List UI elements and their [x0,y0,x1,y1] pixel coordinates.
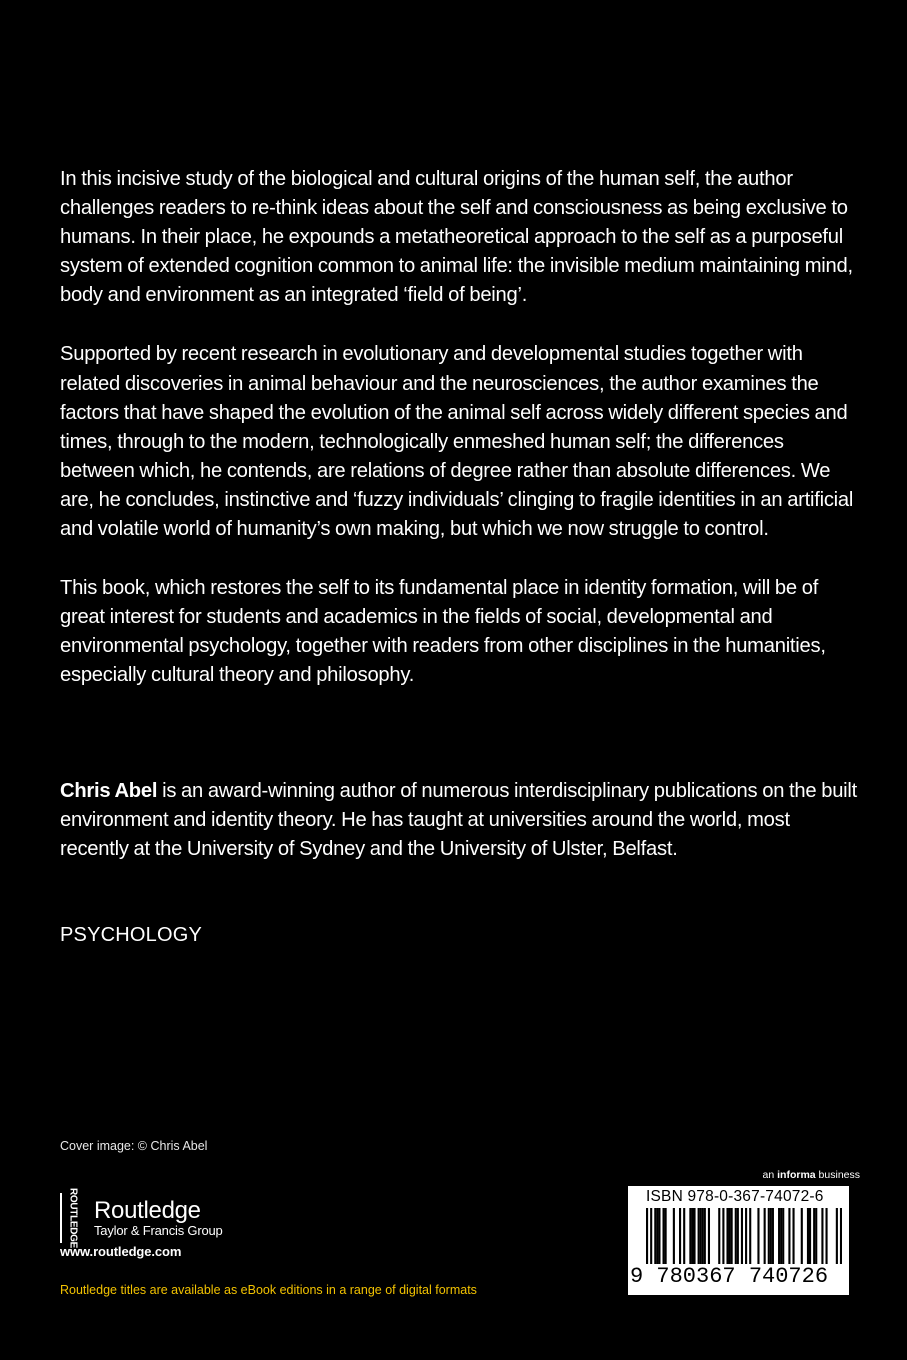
barcode-bar [836,1208,838,1264]
barcode-bar [772,1208,774,1264]
barcode-bar [656,1208,658,1264]
barcode-bar [782,1208,784,1264]
barcode-bar [815,1208,817,1264]
barcode-digits: 9 780367 740726 [630,1264,829,1289]
barcode-bar [741,1208,743,1264]
barcode-bar [757,1208,759,1264]
barcode-bar [693,1208,695,1264]
barcode-bar [809,1208,811,1264]
barcode-bar [821,1208,823,1264]
barcode-bar [792,1208,794,1264]
barcode-bar [663,1208,665,1264]
author-name: Chris Abel [60,780,158,802]
informa-suffix: business [815,1169,860,1181]
publisher-wordmark [94,1198,223,1239]
barcode-bar [807,1208,809,1264]
blurb-paragraph-3: This book, which restores the self to its fundamental place in identity formation, will be of great interest for students and academics in the fields of social, developmental and environmental psychology, together with readers from other disciplines in the humanities, especially cultural theory and philosophy. [60,577,826,687]
barcode-bar [691,1208,693,1264]
barcode-bar [702,1208,704,1264]
ebook-note: Routledge titles are available as eBook editions in a range of digital formats [60,1283,477,1297]
informa-prefix: an [762,1169,778,1181]
barcode-bar [650,1208,652,1264]
barcode-bar [718,1208,720,1264]
barcode-bar [704,1208,706,1264]
publisher-name: Routledge [94,1196,201,1224]
barcode-bar [735,1208,737,1264]
barcode-bar [745,1208,747,1264]
barcode-bar [665,1208,667,1264]
barcode-bar [840,1208,842,1264]
routledge-logo-icon [60,1187,84,1249]
barcode-bar [673,1208,675,1264]
barcode-bar [708,1208,710,1264]
informa-brand: informa [777,1169,816,1181]
logo-mark-text: ROUTLEDGE [67,1187,79,1249]
barcode-bar [689,1208,691,1264]
barcode-bar [700,1208,702,1264]
publisher-url[interactable]: www.routledge.com [60,1244,182,1259]
barcode-bar [813,1208,815,1264]
blurb-paragraph-2: Supported by recent research in evolutionary and developmental studies together with related discoveries in animal behaviour and the neurosciences, the author examines the factors that have shaped the evolution of the animal self across widely different species and times, through to the modern, technologically enmeshed human self; the differences between which, he contends, are relations of degree rather than absolute differences. We are, he concludes, instinctive and ‘fuzzy individuals’ clinging to fragile identities in an artificial and volatile world of humanity’s own making, but which we now struggle to control. [60,343,854,541]
publisher-group: Taylor & Francis Group [94,1223,223,1239]
barcode-bar [770,1208,772,1264]
isbn-barcode [628,1186,849,1295]
barcode-bar [679,1208,681,1264]
cover-image-credit: Cover image: © Chris Abel [60,1139,208,1153]
isbn-label: ISBN 978-0-367-74072-6 [646,1188,824,1205]
author-bio-text: is an award-winning author of numerous interdisciplinary publications on the built environment and identity theory. He has taught at universities around the world, most recently at the University of Sydney and the University of Ulster, Belfast. [60,780,857,861]
barcode-bar [778,1208,780,1264]
barcode-bar [764,1208,766,1264]
publisher-logo [60,1187,223,1249]
barcode-bar [825,1208,827,1264]
barcode-bar [731,1208,733,1264]
barcode-bar [726,1208,728,1264]
barcode-bars [646,1208,842,1264]
subject-category: PSYCHOLOGY [60,924,203,946]
barcode-bar [654,1208,656,1264]
barcode-bar [646,1208,648,1264]
author-bio [60,777,860,864]
barcode-bar [737,1208,739,1264]
barcode-bar [749,1208,751,1264]
barcode-bar [658,1208,660,1264]
barcode-bar [780,1208,782,1264]
barcode-bar [683,1208,685,1264]
barcode-bar [722,1208,724,1264]
barcode-bar [729,1208,731,1264]
barcode-bar [698,1208,700,1264]
book-blurb [60,165,860,721]
informa-business-label [763,1169,860,1181]
barcode-bar [801,1208,803,1264]
blurb-paragraph-1: In this incisive study of the biological and cultural origins of the human self, the author challenges readers to re-think ideas about the self and consciousness as being exclusive to humans. In their place, he expounds a metatheoretical approach to the self as a purposeful system of extended cognition common to animal life: the invisible medium maintaining mind, body and environment as an integrated ‘field of being’. [60,168,853,307]
barcode-bar [788,1208,790,1264]
barcode-bar [768,1208,770,1264]
